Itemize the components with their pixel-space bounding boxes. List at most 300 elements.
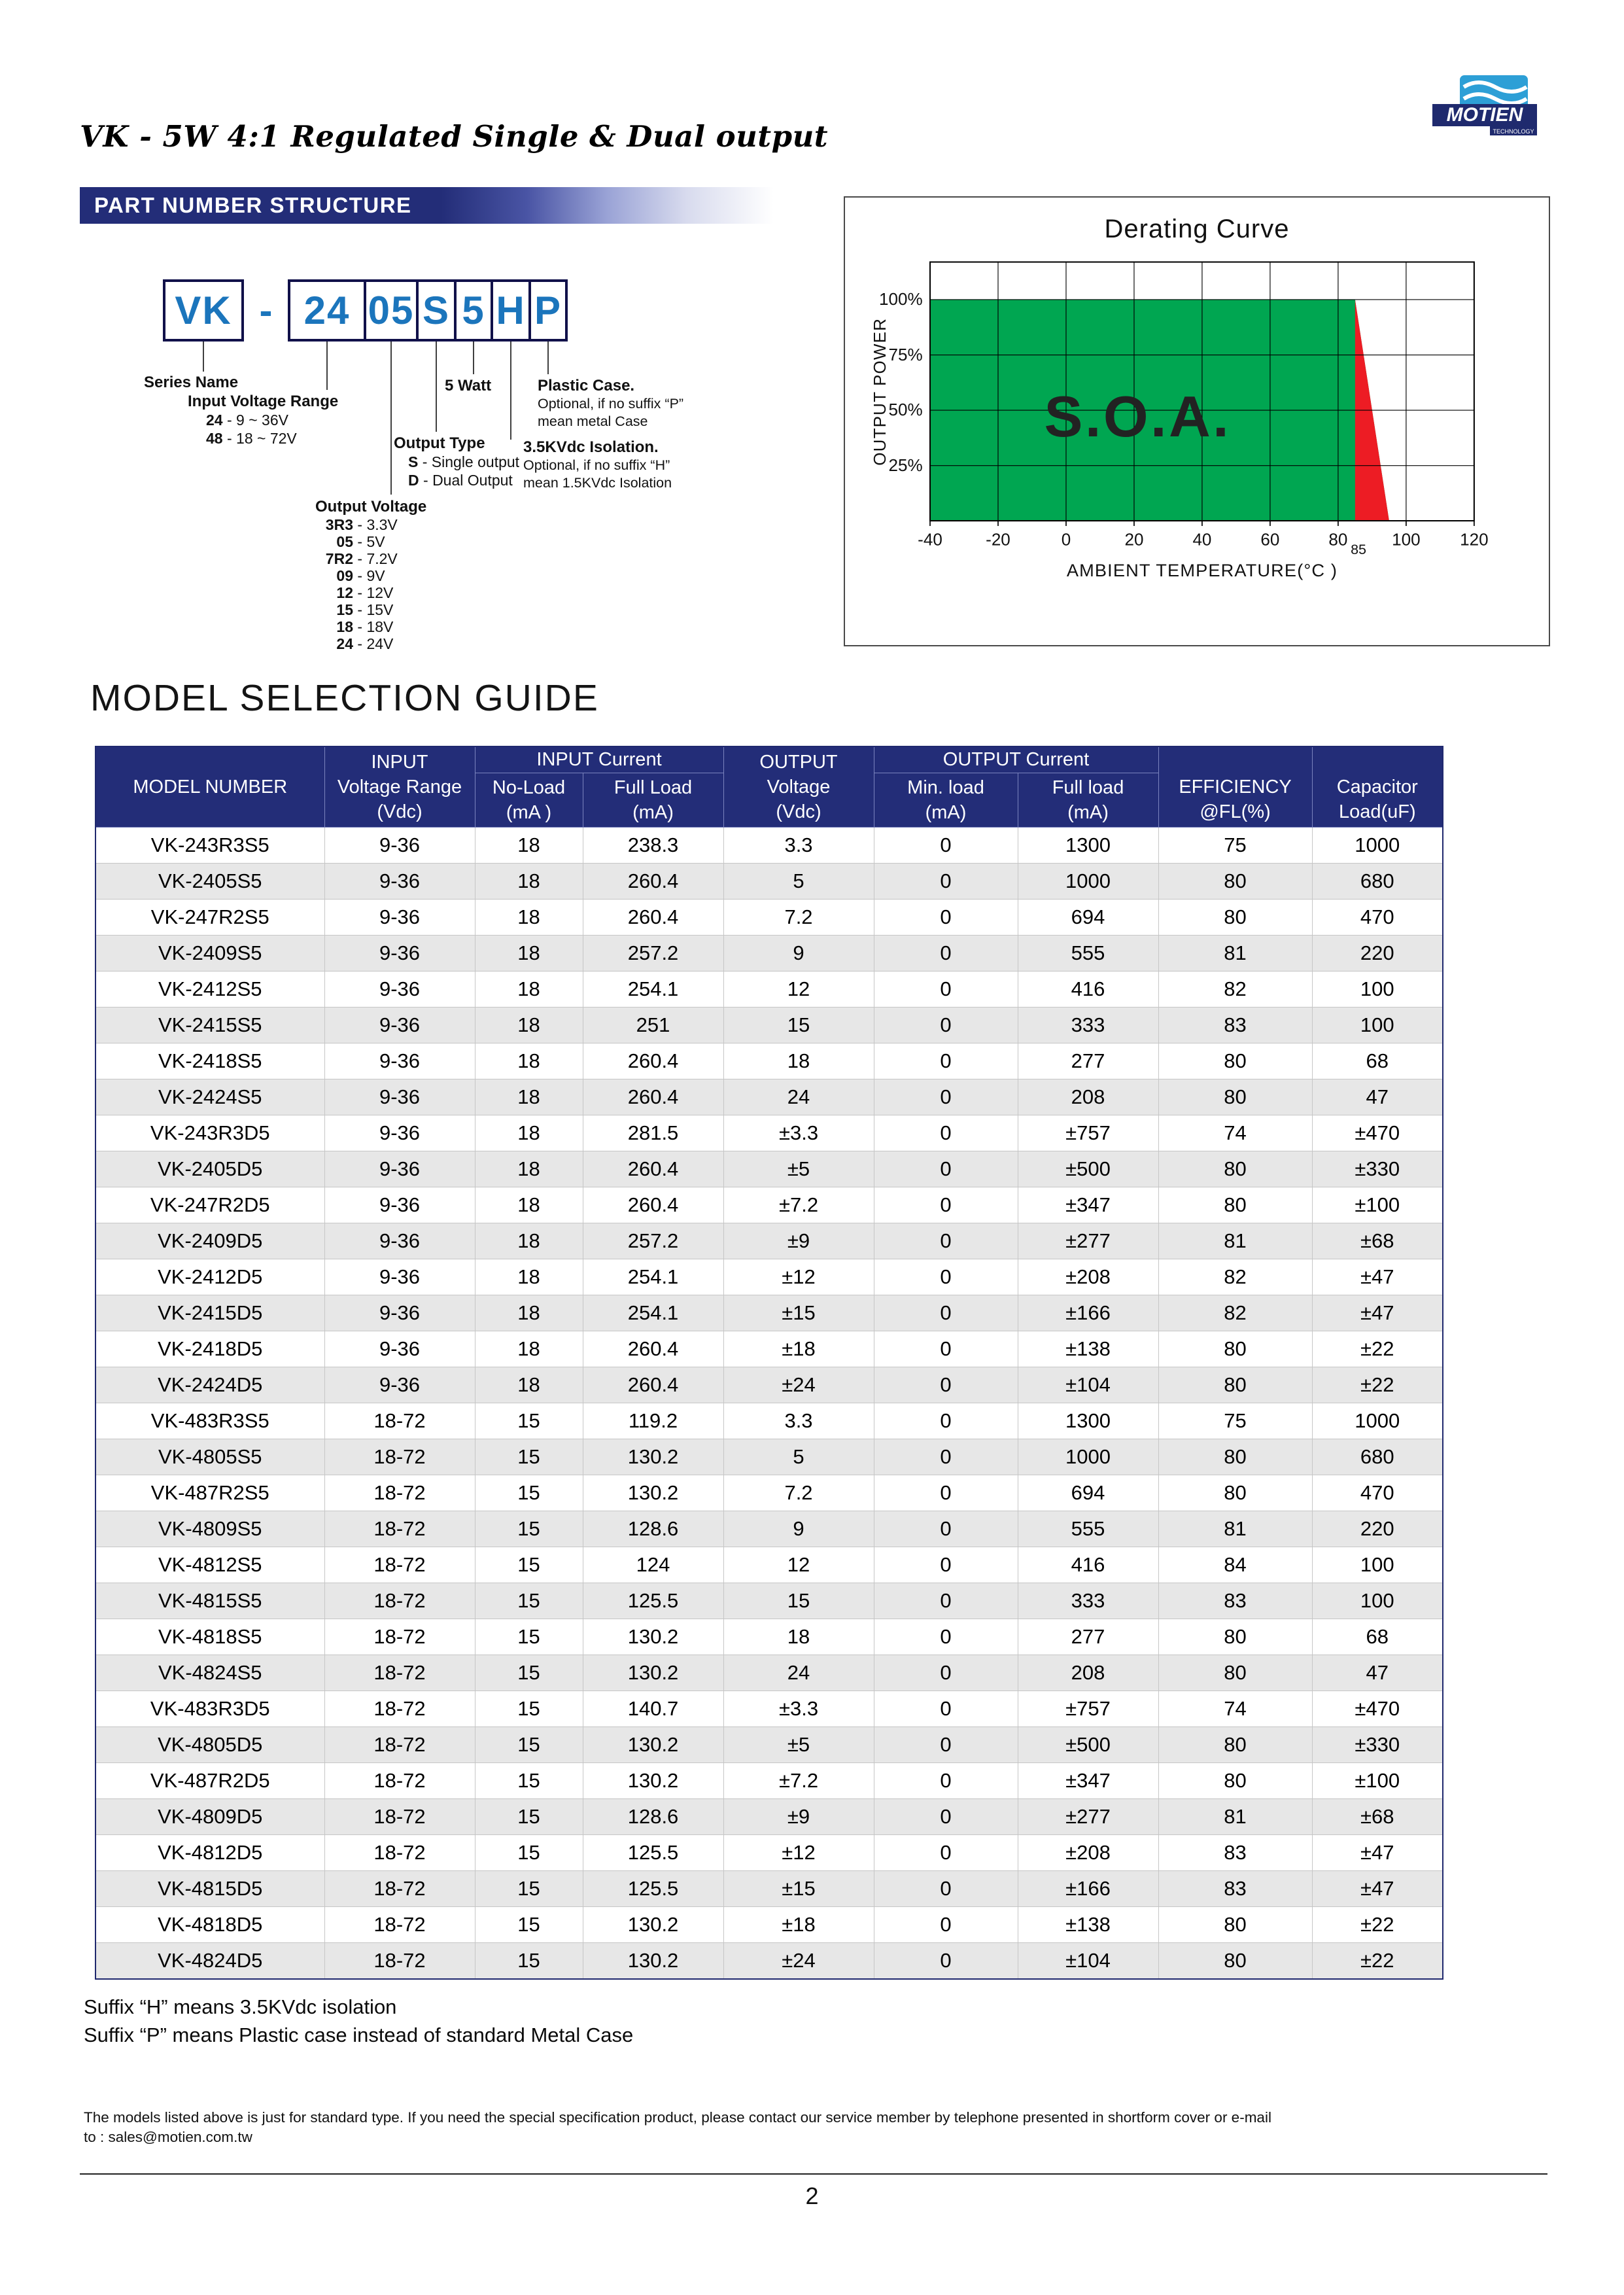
code-value-item: 7R2 - 7.2V (325, 550, 398, 567)
model-cell: ±5 (723, 1727, 874, 1763)
header-line: (Vdc) (776, 801, 821, 822)
model-cell: 15 (475, 1763, 583, 1799)
model-cell: 24 (723, 1079, 874, 1115)
model-cell: 18 (475, 1007, 583, 1043)
model-cell: 680 (1312, 1439, 1443, 1475)
model-cell: 80 (1158, 1727, 1312, 1763)
model-cell: ±166 (1018, 1295, 1158, 1331)
model-cell: ±330 (1312, 1727, 1443, 1763)
model-row (95, 1439, 1443, 1475)
model-cell: 119.2 (583, 1403, 723, 1439)
model-cell: VK-2415S5 (95, 1007, 324, 1043)
model-cell: ±166 (1018, 1871, 1158, 1907)
model-cell: VK-4815D5 (95, 1871, 324, 1907)
model-cell: 18 (475, 1151, 583, 1187)
model-cell: 0 (874, 1583, 1018, 1619)
header-line: Voltage Range (337, 777, 462, 797)
model-cell: VK-243R3S5 (95, 828, 324, 864)
model-cell: VK-4805D5 (95, 1727, 324, 1763)
model-cell: 0 (874, 1223, 1018, 1259)
model-cell: 254.1 (583, 972, 723, 1007)
model-cell: ±12 (723, 1259, 874, 1295)
model-cell: 81 (1158, 1799, 1312, 1835)
model-cell: 9-36 (324, 1259, 475, 1295)
model-cell: 130.2 (583, 1763, 723, 1799)
model-cell: VK-483R3D5 (95, 1691, 324, 1727)
model-cell: ±22 (1312, 1367, 1443, 1403)
model-cell: 15 (475, 1727, 583, 1763)
input-voltage-annotation (188, 392, 338, 447)
output-voltage-annotation (315, 497, 426, 652)
model-cell: 208 (1018, 1655, 1158, 1691)
plastic-case-annotation (538, 376, 683, 430)
model-cell: 220 (1312, 936, 1443, 972)
model-cell: 470 (1312, 900, 1443, 936)
model-row (95, 1691, 1443, 1727)
model-cell: 18 (475, 828, 583, 864)
model-cell: VK-247R2D5 (95, 1187, 324, 1223)
x-tick-label: -20 (986, 529, 1011, 550)
model-cell: VK-4809S5 (95, 1511, 324, 1547)
model-cell: 18 (475, 1295, 583, 1331)
model-cell: 15 (723, 1007, 874, 1043)
model-cell: 260.4 (583, 864, 723, 900)
model-cell: ±7.2 (723, 1763, 874, 1799)
model-cell: 130.2 (583, 1727, 723, 1763)
code-value-item: 24 - 24V (336, 635, 394, 652)
code-value-item: D - Dual Output (408, 472, 513, 489)
plastic-case-line: Optional, if no suffix “P” (538, 396, 684, 412)
header-line (1314, 750, 1442, 775)
model-cell: 125.5 (583, 1835, 723, 1871)
model-cell: 80 (1158, 1763, 1312, 1799)
x-tick-label: 120 (1460, 529, 1489, 550)
model-cell: 257.2 (583, 936, 723, 972)
model-cell: 260.4 (583, 1079, 723, 1115)
model-cell: 0 (874, 1763, 1018, 1799)
model-cell: VK-243R3D5 (95, 1115, 324, 1151)
model-cell: 80 (1158, 1655, 1312, 1691)
x-axis-title: AMBIENT TEMPERATURE(°C ) (1066, 560, 1338, 581)
isolation-line: Optional, if no suffix “H” (523, 457, 670, 473)
footnote-p: Suffix “P” means Plastic case instead of standard Metal Case (84, 2023, 634, 2046)
model-cell: 0 (874, 1799, 1018, 1835)
y-tick-label: 50% (888, 400, 923, 420)
table-body (95, 828, 1443, 1979)
model-cell: 18 (475, 1259, 583, 1295)
model-cell: ±68 (1312, 1223, 1443, 1259)
model-cell: 254.1 (583, 1259, 723, 1295)
header-line: OUTPUT (759, 752, 838, 773)
model-cell: ±3.3 (723, 1115, 874, 1151)
model-cell: 15 (475, 1907, 583, 1943)
model-cell: 281.5 (583, 1115, 723, 1151)
model-cell: 0 (874, 972, 1018, 1007)
model-cell: ±470 (1312, 1115, 1443, 1151)
model-cell: 0 (874, 1871, 1018, 1907)
model-cell: 260.4 (583, 1043, 723, 1079)
model-cell: 15 (475, 1943, 583, 1979)
header-line: (mA) (1067, 802, 1109, 823)
model-cell: VK-2405S5 (95, 864, 324, 900)
model-cell: VK-2412S5 (95, 972, 324, 1007)
logo-name: MOTIEN (1446, 104, 1523, 126)
model-row (95, 1115, 1443, 1151)
model-cell: 260.4 (583, 1331, 723, 1367)
model-cell: 74 (1158, 1691, 1312, 1727)
model-cell: ±22 (1312, 1907, 1443, 1943)
col-header-output-voltage (723, 746, 874, 828)
model-cell: 260.4 (583, 1367, 723, 1403)
model-cell: 18 (475, 1187, 583, 1223)
plastic-case-line: mean metal Case (538, 413, 648, 429)
model-cell: ±138 (1018, 1907, 1158, 1943)
model-cell: ±470 (1312, 1691, 1443, 1727)
model-cell: 0 (874, 1511, 1018, 1547)
model-cell: 9-36 (324, 900, 475, 936)
model-cell: 1000 (1312, 828, 1443, 864)
model-cell: 83 (1158, 1835, 1312, 1871)
input-voltage-title: Input Voltage Range (188, 393, 339, 410)
output-type-annotation (394, 434, 519, 489)
model-row (95, 1367, 1443, 1403)
part-number-diagram (80, 275, 838, 707)
model-cell: 83 (1158, 1007, 1312, 1043)
model-cell: 130.2 (583, 1907, 723, 1943)
derating-chart (863, 254, 1530, 603)
model-cell: VK-4818S5 (95, 1619, 324, 1655)
model-cell: 15 (723, 1583, 874, 1619)
model-cell: VK-4812S5 (95, 1547, 324, 1583)
model-cell: 416 (1018, 972, 1158, 1007)
model-cell: VK-4809D5 (95, 1799, 324, 1835)
model-cell: 12 (723, 972, 874, 1007)
model-cell: 18-72 (324, 1691, 475, 1727)
model-cell: 0 (874, 1475, 1018, 1511)
model-cell: 15 (475, 1403, 583, 1439)
isolation-line: mean 1.5KVdc Isolation (523, 475, 672, 491)
model-selection-guide-title: MODEL SELECTION GUIDE (90, 677, 599, 719)
model-cell: ±500 (1018, 1727, 1158, 1763)
model-cell: 18 (723, 1619, 874, 1655)
model-cell: ±104 (1018, 1943, 1158, 1979)
model-cell: 18-72 (324, 1727, 475, 1763)
code-value-item: 18 - 18V (336, 618, 394, 635)
model-row (95, 1655, 1443, 1691)
model-cell: 0 (874, 1259, 1018, 1295)
model-cell: 260.4 (583, 1151, 723, 1187)
model-cell: 24 (723, 1655, 874, 1691)
model-cell: 3.3 (723, 828, 874, 864)
model-cell: 1300 (1018, 828, 1158, 864)
plastic-case-title: Plastic Case. (538, 377, 635, 394)
model-row (95, 972, 1443, 1007)
model-cell: 220 (1312, 1511, 1443, 1547)
model-cell: ±9 (723, 1799, 874, 1835)
model-cell: 0 (874, 1943, 1018, 1979)
model-cell: 125.5 (583, 1583, 723, 1619)
model-cell: 9-36 (324, 1223, 475, 1259)
model-cell: 0 (874, 1619, 1018, 1655)
model-cell: 18 (723, 1043, 874, 1079)
model-cell: ±104 (1018, 1367, 1158, 1403)
col-header-efficiency (1158, 746, 1312, 828)
motien-logo (1432, 75, 1537, 160)
model-cell: ±18 (723, 1331, 874, 1367)
model-cell: 100 (1312, 972, 1443, 1007)
model-cell: VK-487R2D5 (95, 1763, 324, 1799)
model-row (95, 828, 1443, 864)
header-line: (Vdc) (377, 801, 423, 822)
model-cell: 9-36 (324, 1187, 475, 1223)
model-cell: 81 (1158, 1223, 1312, 1259)
col-header-full-load-in (583, 773, 723, 828)
model-cell: 18-72 (324, 1655, 475, 1691)
model-cell: ±100 (1312, 1187, 1443, 1223)
header-line: @FL(%) (1200, 801, 1271, 822)
model-cell: ±22 (1312, 1331, 1443, 1367)
isolation-annotation (523, 438, 672, 492)
header-line: (mA) (925, 802, 967, 823)
model-cell: 130.2 (583, 1475, 723, 1511)
model-cell: 80 (1158, 1439, 1312, 1475)
model-row (95, 1835, 1443, 1871)
y-tick-label: 75% (888, 345, 923, 365)
model-cell: 68 (1312, 1043, 1443, 1079)
model-cell: 82 (1158, 1259, 1312, 1295)
section-title: PART NUMBER STRUCTURE (94, 193, 412, 217)
header-line: INPUT (371, 752, 428, 773)
model-cell: 694 (1018, 900, 1158, 936)
model-cell: 0 (874, 900, 1018, 936)
model-cell: ±12 (723, 1835, 874, 1871)
model-cell: 0 (874, 1007, 1018, 1043)
model-cell: 0 (874, 1439, 1018, 1475)
model-cell: ±208 (1018, 1835, 1158, 1871)
model-cell: 18 (475, 1043, 583, 1079)
model-cell: ±68 (1312, 1799, 1443, 1835)
model-cell: 15 (475, 1691, 583, 1727)
model-row (95, 1007, 1443, 1043)
model-cell: 130.2 (583, 1619, 723, 1655)
model-cell: 125.5 (583, 1871, 723, 1907)
model-cell: ±757 (1018, 1115, 1158, 1151)
model-cell: 18-72 (324, 1403, 475, 1439)
model-cell: VK-2418S5 (95, 1043, 324, 1079)
code-value-item: 48 - 18 ~ 72V (206, 430, 297, 447)
header-line: Voltage (767, 777, 831, 797)
model-row (95, 1799, 1443, 1835)
header-line: Full load (1052, 777, 1124, 798)
model-cell: 100 (1312, 1583, 1443, 1619)
model-cell: 128.6 (583, 1511, 723, 1547)
header-line: Full Load (613, 777, 693, 798)
model-cell: ±5 (723, 1151, 874, 1187)
model-cell: 80 (1158, 1043, 1312, 1079)
model-cell: VK-4824D5 (95, 1943, 324, 1979)
header-line: Load(uF) (1338, 801, 1416, 822)
model-cell: 0 (874, 1295, 1018, 1331)
model-cell: VK-2412D5 (95, 1259, 324, 1295)
model-cell: 0 (874, 1043, 1018, 1079)
x-tick-label: 60 (1260, 529, 1280, 550)
output-voltage-title: Output Voltage (315, 498, 427, 516)
page-title: VK - 5W 4:1 Regulated Single & Dual output (80, 119, 829, 154)
model-cell: 18-72 (324, 1475, 475, 1511)
model-cell: 7.2 (723, 900, 874, 936)
model-cell: 18-72 (324, 1835, 475, 1871)
series-name-annotation (144, 373, 238, 392)
derating-curve-panel (844, 196, 1550, 646)
model-cell: 83 (1158, 1871, 1312, 1907)
input-voltage-list (188, 411, 338, 447)
model-cell: 0 (874, 1835, 1018, 1871)
model-cell: 260.4 (583, 1187, 723, 1223)
model-row (95, 1331, 1443, 1367)
col-header-input-voltage (324, 746, 475, 828)
pn-box-wattage: 5 (454, 279, 493, 342)
model-cell: 80 (1158, 1943, 1312, 1979)
model-cell: 15 (475, 1871, 583, 1907)
model-row (95, 1475, 1443, 1511)
wattage-annotation (445, 376, 491, 395)
contact-note-line: to : sales@motien.com.tw (84, 2129, 252, 2145)
model-cell: ±330 (1312, 1151, 1443, 1187)
footer-rule (80, 2173, 1547, 2175)
model-cell: 18-72 (324, 1547, 475, 1583)
model-cell: 75 (1158, 828, 1312, 864)
model-cell: ±24 (723, 1367, 874, 1403)
model-cell: 18 (475, 1115, 583, 1151)
model-row (95, 1583, 1443, 1619)
model-cell: 9-36 (324, 936, 475, 972)
model-cell: VK-2409S5 (95, 936, 324, 972)
model-cell: 18 (475, 864, 583, 900)
model-selection-table (95, 746, 1443, 1980)
model-cell: 75 (1158, 1403, 1312, 1439)
model-cell: 100 (1312, 1007, 1443, 1043)
motien-logo-graphic (1432, 75, 1537, 160)
col-group-output-current: OUTPUT Current (874, 746, 1158, 773)
model-cell: 80 (1158, 900, 1312, 936)
model-cell: 18 (475, 1079, 583, 1115)
model-cell: 18 (475, 936, 583, 972)
col-header-no-load (475, 773, 583, 828)
table-header (95, 746, 1443, 828)
series-name-label: Series Name (144, 374, 239, 391)
soa-label: S.O.A. (1044, 383, 1232, 449)
model-cell: 82 (1158, 1295, 1312, 1331)
code-value-item: S - Single output (408, 453, 520, 470)
model-cell: 0 (874, 1403, 1018, 1439)
y-tick-label: 25% (888, 455, 923, 476)
model-cell: 9-36 (324, 972, 475, 1007)
model-cell: 74 (1158, 1115, 1312, 1151)
model-cell: 100 (1312, 1547, 1443, 1583)
model-row (95, 1259, 1443, 1295)
model-cell: 0 (874, 1151, 1018, 1187)
model-row (95, 900, 1443, 936)
output-type-list (394, 453, 519, 489)
pn-box-case: P (528, 279, 568, 342)
model-cell: 7.2 (723, 1475, 874, 1511)
model-cell: 128.6 (583, 1799, 723, 1835)
model-cell: 5 (723, 864, 874, 900)
isolation-title: 3.5KVdc Isolation. (523, 438, 659, 456)
x-tick-label: 100 (1392, 529, 1421, 550)
knee-temp-label: 85 (1351, 542, 1367, 558)
model-cell: 15 (475, 1475, 583, 1511)
model-cell: 15 (475, 1655, 583, 1691)
header-line: (mA) (632, 802, 674, 823)
logo-subtitle: TECHNOLOGY (1493, 128, 1534, 135)
model-cell: ±47 (1312, 1835, 1443, 1871)
model-row (95, 864, 1443, 900)
model-cell: 251 (583, 1007, 723, 1043)
model-cell: ±18 (723, 1907, 874, 1943)
model-cell: 83 (1158, 1583, 1312, 1619)
model-cell: 18-72 (324, 1907, 475, 1943)
footnotes (84, 1993, 633, 2049)
pn-box-input-voltage: 24 (288, 279, 366, 342)
model-cell: 1000 (1018, 864, 1158, 900)
model-cell: 130.2 (583, 1655, 723, 1691)
model-cell: VK-487R2S5 (95, 1475, 324, 1511)
model-row (95, 1763, 1443, 1799)
model-cell: 15 (475, 1835, 583, 1871)
x-tick-label: 20 (1124, 529, 1144, 550)
model-row (95, 1907, 1443, 1943)
model-cell: 18 (475, 1367, 583, 1403)
model-cell: 0 (874, 1187, 1018, 1223)
model-cell: VK-2424S5 (95, 1079, 324, 1115)
model-cell: 333 (1018, 1007, 1158, 1043)
part-number-structure-header (80, 187, 803, 224)
model-cell: ±7.2 (723, 1187, 874, 1223)
header-line (1160, 750, 1311, 775)
model-cell: ±15 (723, 1295, 874, 1331)
col-header-capacitor (1312, 746, 1443, 828)
col-header-full-load-out (1018, 773, 1158, 828)
model-cell: 333 (1018, 1583, 1158, 1619)
model-cell: 80 (1158, 1187, 1312, 1223)
model-cell: 82 (1158, 972, 1312, 1007)
model-cell: ±100 (1312, 1763, 1443, 1799)
page-number: 2 (805, 2182, 819, 2209)
model-cell: 80 (1158, 1079, 1312, 1115)
model-cell: VK-4818D5 (95, 1907, 324, 1943)
model-row (95, 1079, 1443, 1115)
model-cell: ±15 (723, 1871, 874, 1907)
output-voltage-list (315, 516, 426, 652)
x-tick-label: 40 (1192, 529, 1212, 550)
contact-note-line: The models listed above is just for standard type. If you need the special specification product, please contact our service member by telephone presented in shortform cover or e-mail (84, 2109, 1271, 2126)
model-row (95, 1511, 1443, 1547)
model-cell: 9-36 (324, 1295, 475, 1331)
model-cell: VK-2415D5 (95, 1295, 324, 1331)
model-row (95, 1043, 1443, 1079)
model-cell: ±47 (1312, 1295, 1443, 1331)
model-row (95, 1223, 1443, 1259)
model-cell: 9 (723, 936, 874, 972)
output-type-title: Output Type (394, 434, 485, 452)
model-cell: 80 (1158, 864, 1312, 900)
model-cell: 140.7 (583, 1691, 723, 1727)
model-cell: 47 (1312, 1079, 1443, 1115)
model-cell: 18-72 (324, 1943, 475, 1979)
x-tick-label: -40 (918, 529, 942, 550)
model-row (95, 1727, 1443, 1763)
